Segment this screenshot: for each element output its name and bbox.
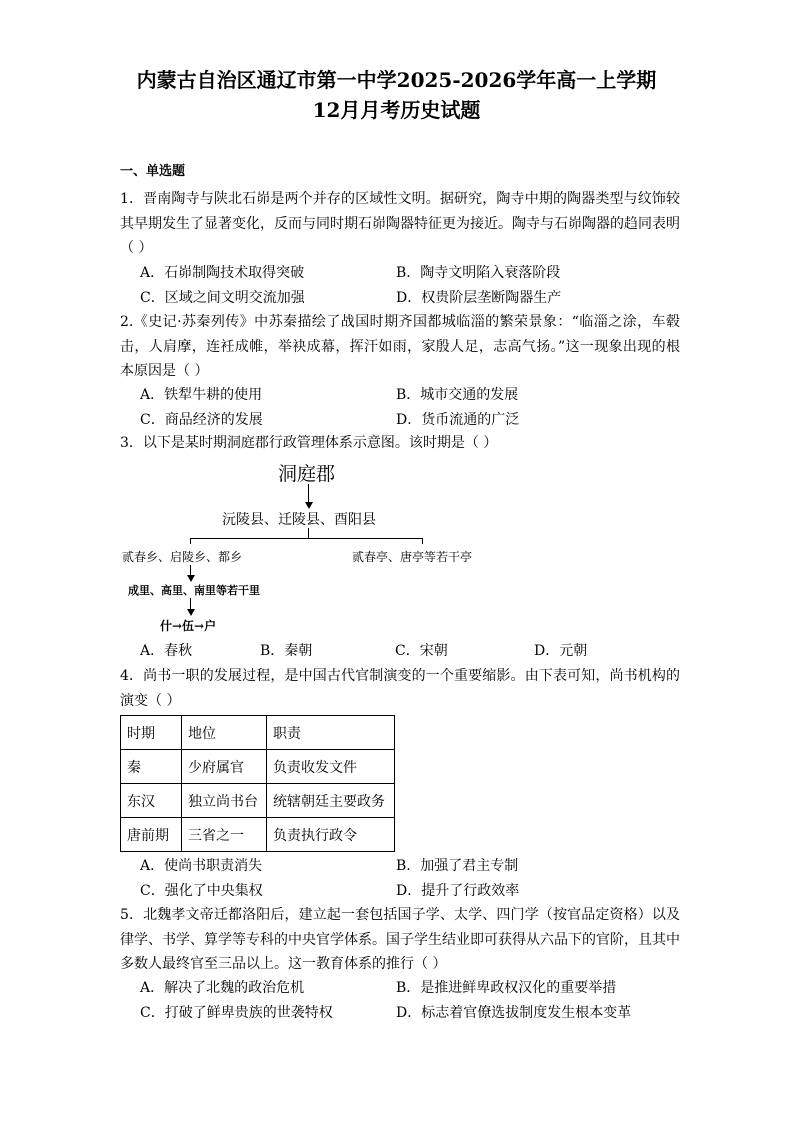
- q2-option-d[interactable]: D．货币流通的广泛: [396, 412, 520, 428]
- table-cell: 负责收发文件: [267, 750, 395, 784]
- q2-option-a[interactable]: A．铁犁牛耕的使用: [140, 387, 263, 403]
- exam-title-line1: 内蒙古自治区通辽市第一中学2025-2026学年高一上学期: [136, 68, 657, 92]
- q4-option-b[interactable]: B．加强了君主专制: [396, 858, 519, 874]
- diagram-villages: 成里、高里、南里等若干里: [128, 584, 260, 597]
- diagram-arrowhead-2: [187, 575, 195, 582]
- q4-option-c[interactable]: C．强化了中央集权: [140, 883, 263, 899]
- table-header-cell: 时期: [121, 716, 182, 750]
- diagram-arrowhead-3: [187, 609, 195, 616]
- q5-option-d[interactable]: D．标志着官僚选拔制度发生根本变革: [396, 1005, 632, 1021]
- diagram-branch-line: [190, 538, 423, 539]
- diagram-left-drop: [190, 538, 191, 544]
- table-header-cell: 地位: [182, 716, 267, 750]
- q3-option-b[interactable]: B．秦朝: [260, 643, 313, 659]
- diagram-right-drop: [422, 538, 423, 544]
- q2-option-b[interactable]: B．城市交通的发展: [396, 387, 519, 403]
- table-cell: 少府属官: [182, 750, 267, 784]
- q4-option-d[interactable]: D．提升了行政效率: [396, 883, 520, 899]
- question-2-text: 2.《史记·苏秦列传》中苏秦描绘了战国时期齐国都城临淄的繁荣景象：“临淄之涂，车毂击，人肩摩，连衽成帷，举袂成幕，挥汗如雨，家殷人足，志高气扬。”这一现象出现的根本原因是（ ）: [120, 314, 680, 379]
- q2-option-c[interactable]: C．商品经济的发展: [140, 412, 263, 428]
- table-cell: 唐前期: [121, 818, 182, 852]
- diagram-pavilions: 贰春亭、唐亭等若干亭: [352, 550, 473, 564]
- q3-option-c[interactable]: C．宋朝: [395, 643, 448, 659]
- question-4-text: 4．尚书一职的发展过程，是中国古代官制演变的一个重要缩影。由下表可知，尚书机构的演变（ ）: [120, 668, 680, 709]
- question-3-text: 3．以下是某时期洞庭郡行政管理体系示意图。该时期是（ ）: [120, 435, 498, 451]
- q5-option-b[interactable]: B．是推进鲜卑政权汉化的重要举措: [396, 980, 617, 996]
- q1-option-d[interactable]: D．权贵阶层垄断陶器生产: [396, 290, 562, 306]
- question-4-table: [120, 715, 395, 852]
- table-header-row: [121, 716, 395, 750]
- question-1-text: 1．晋南陶寺与陕北石峁是两个并存的区域性文明。据研究，陶寺中期的陶器类型与纹饰较其早期发生了显著变化，反而与同时期石峁陶器特征更为接近。陶寺与石峁陶器的趋同表明（ ）: [120, 191, 680, 256]
- q1-option-b[interactable]: B．陶寺文明陷入衰落阶段: [396, 265, 561, 281]
- q1-option-a[interactable]: A．石峁制陶技术取得突破: [140, 265, 305, 281]
- diagram-arrowhead-1: [305, 502, 313, 509]
- q5-option-a[interactable]: A．解决了北魏的政治危机: [140, 980, 305, 996]
- q3-option-a[interactable]: A．春秋: [140, 643, 193, 659]
- table-row: [121, 818, 395, 852]
- q3-option-d[interactable]: D．元朝: [534, 643, 588, 659]
- diagram-connector: [308, 528, 309, 538]
- q5-option-c[interactable]: C．打破了鲜卑贵族的世袭特权: [140, 1005, 333, 1021]
- diagram-arrow-1: [308, 484, 309, 503]
- diagram-households: 什→伍→户: [160, 619, 217, 633]
- table-row: [121, 784, 395, 818]
- question-5-text: 5．北魏孝文帝迁都洛阳后，建立起一套包括国子学、太学、四门学（按官品定资格）以及律学、书学、算学等专科的中央官学体系。国子学生结业即可获得从六品下的官阶，且其中多数人最终官至三品以上。这一教育体系的推行（ ）: [120, 907, 680, 972]
- table-cell: 三省之一: [182, 818, 267, 852]
- q1-option-c[interactable]: C．区域之间文明交流加强: [140, 290, 305, 306]
- table-cell: 东汉: [121, 784, 182, 818]
- table-cell: 独立尚书台: [182, 784, 267, 818]
- diagram-commandery: 洞庭郡: [278, 463, 336, 485]
- table-cell: 统辖朝廷主要政务: [267, 784, 395, 818]
- q4-option-a[interactable]: A．使尚书职责消失: [140, 858, 263, 874]
- table-cell: 秦: [121, 750, 182, 784]
- diagram-townships: 贰春乡、启陵乡、都乡: [122, 550, 243, 564]
- section-heading: 一、单选题: [120, 164, 186, 179]
- table-row: [121, 750, 395, 784]
- table-header-cell: 职责: [267, 716, 395, 750]
- diagram-counties: 沅陵县、迁陵县、酉阳县: [222, 512, 376, 528]
- table-cell: 负责执行政令: [267, 818, 395, 852]
- exam-title-line2: 12月月考历史试题: [312, 98, 481, 122]
